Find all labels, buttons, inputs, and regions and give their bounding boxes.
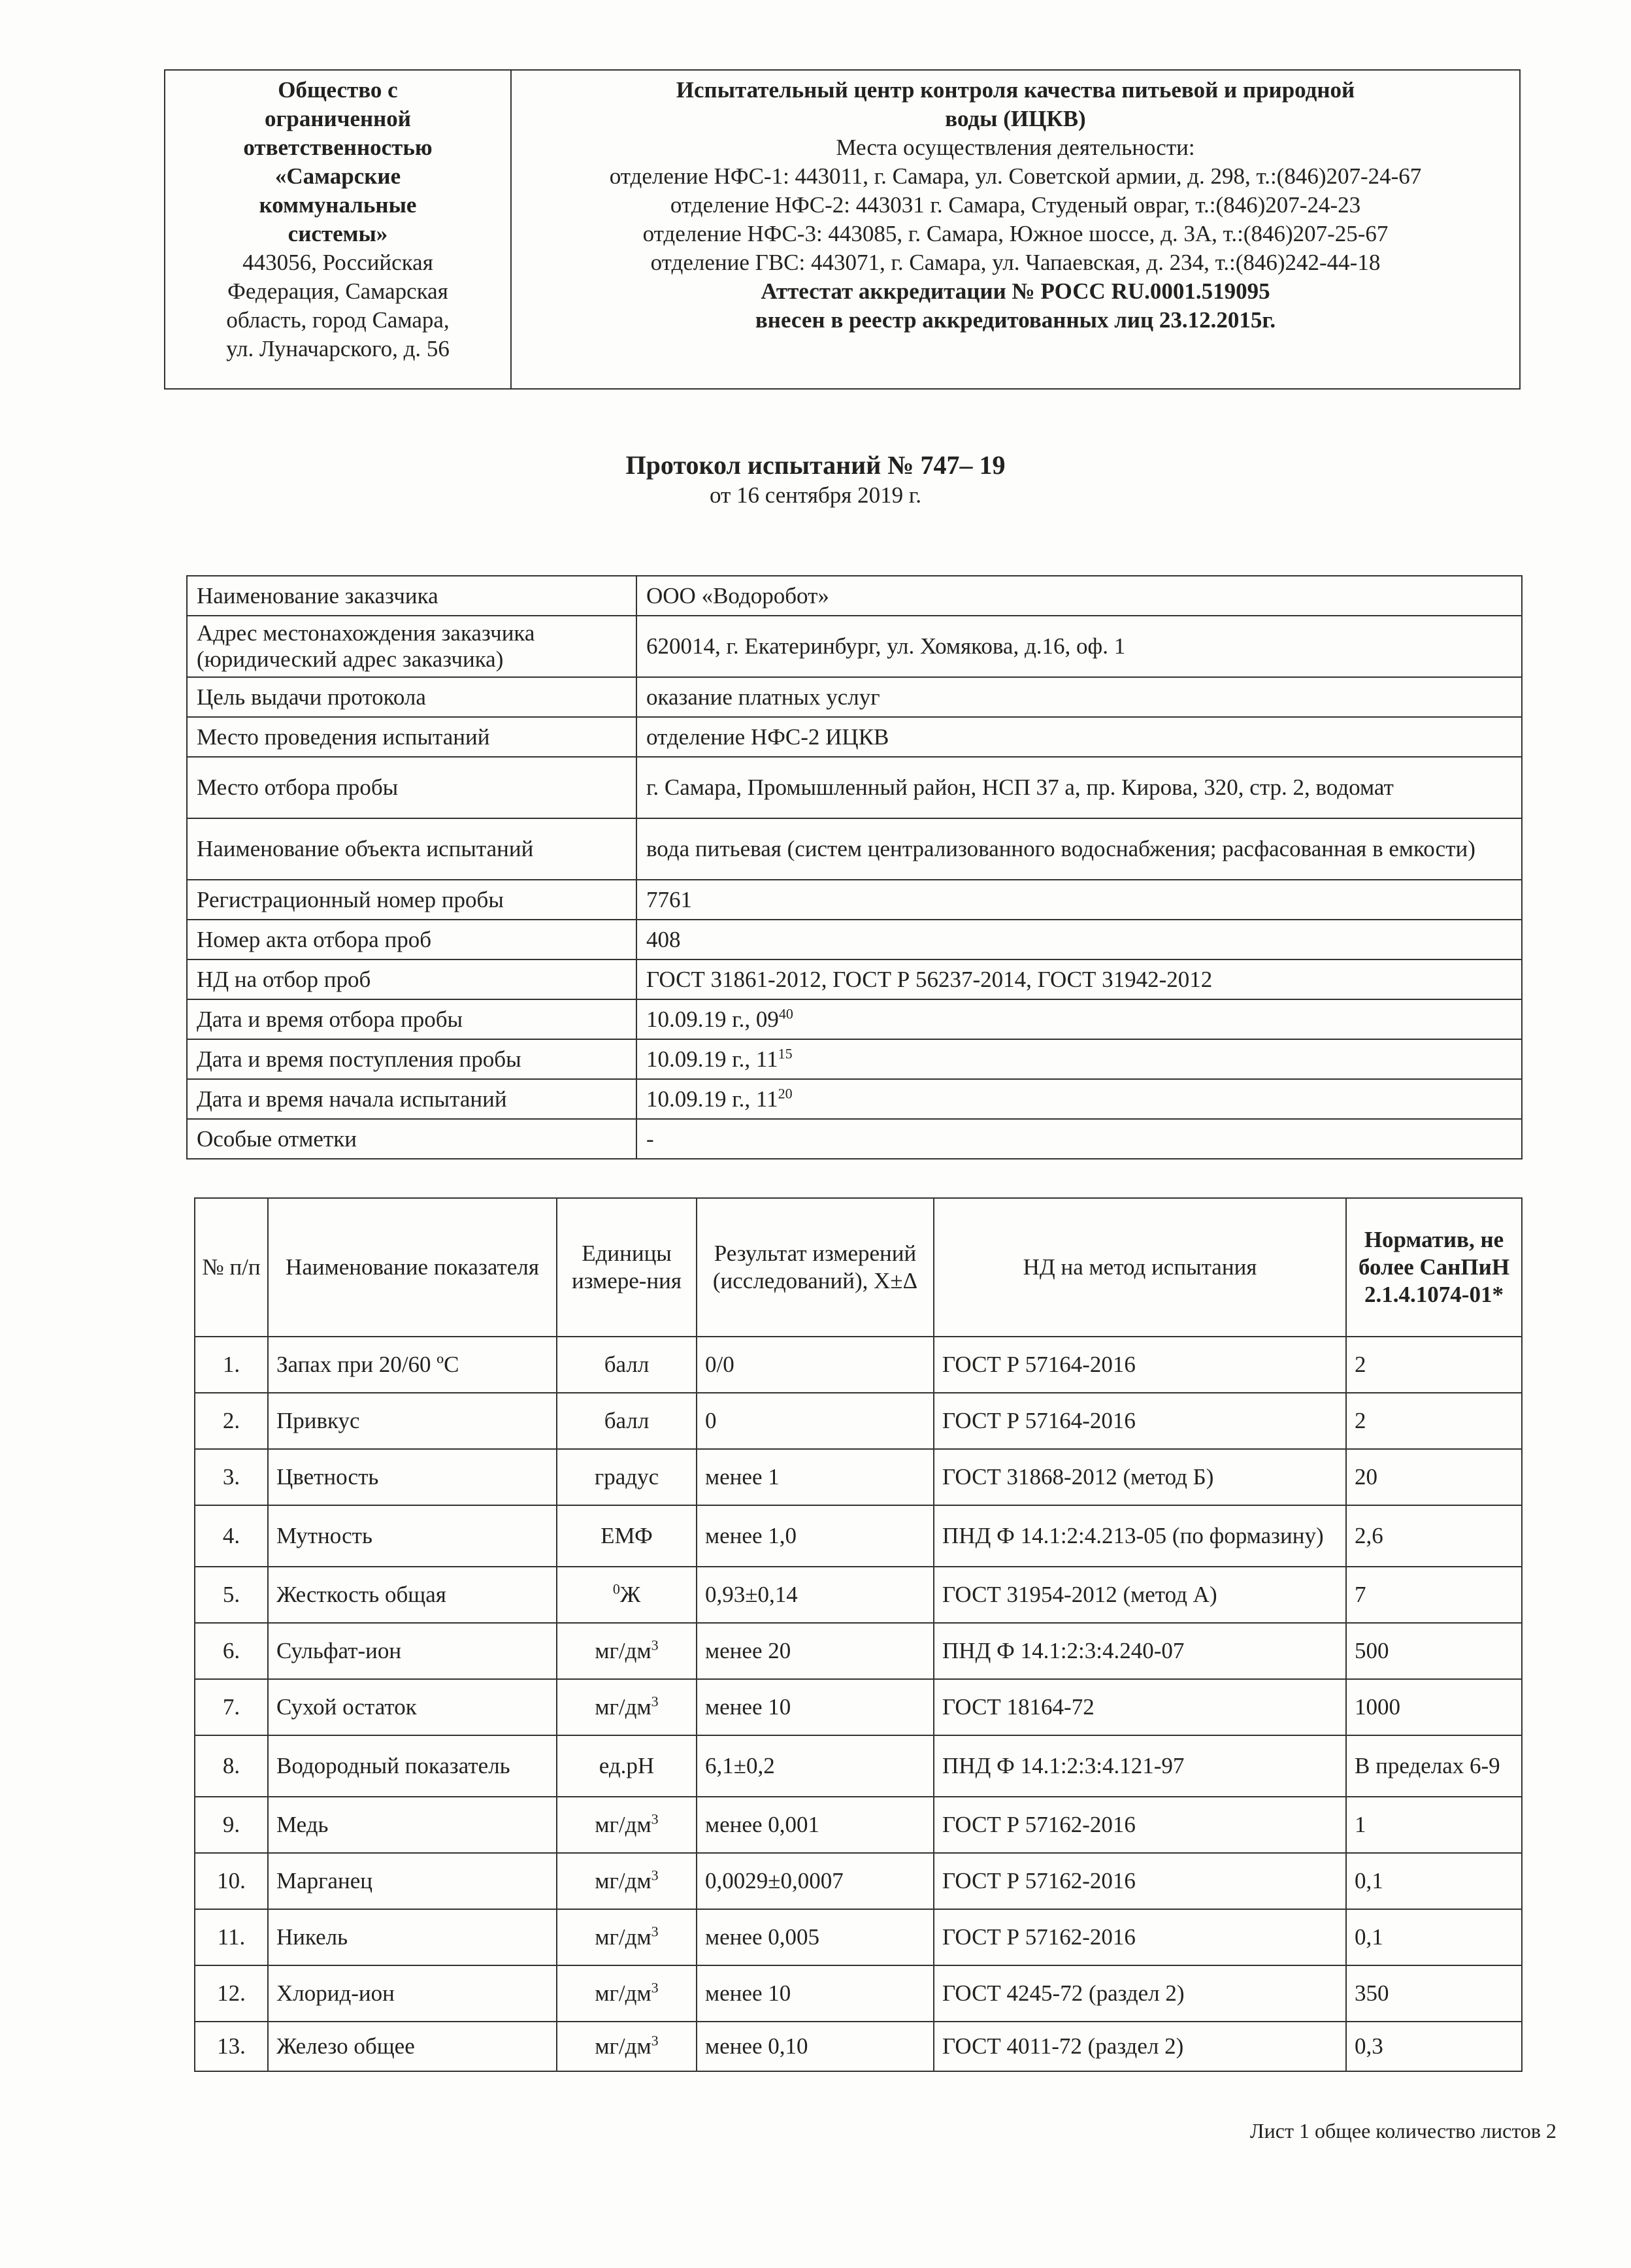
info-label: Место проведения испытаний (187, 717, 636, 757)
norm-value: 7 (1346, 1567, 1522, 1623)
indicator-name: Привкус (268, 1393, 557, 1449)
result-value: менее 0,001 (697, 1797, 934, 1853)
info-value (636, 576, 1522, 616)
department-line: отделение НФС-2: 443031 г. Самара, Студеный овраг, т.:(846)207-24-23 (670, 192, 1361, 218)
info-value-text: ГОСТ 31861-2012, ГОСТ Р 56237-2014, ГОСТ 31942-2012 (646, 966, 1213, 992)
time-minutes: 20 (778, 1084, 793, 1101)
result-row (195, 1337, 1522, 1393)
info-value-text: - (646, 1126, 654, 1152)
unit (557, 1567, 697, 1623)
norm-value: 1000 (1346, 1679, 1522, 1735)
result-value: менее 10 (697, 1965, 934, 2022)
unit-text: ед.pH (599, 1753, 655, 1778)
info-row (187, 880, 1522, 920)
result-row (195, 1797, 1522, 1853)
result-value: менее 20 (697, 1623, 934, 1679)
indicator-name: Жесткость общая (268, 1567, 557, 1623)
info-value-text: ООО «Водоробот» (646, 582, 829, 609)
row-num: 8. (195, 1735, 268, 1797)
test-method: ГОСТ Р 57162-2016 (934, 1909, 1346, 1965)
unit-text: мг/дм (595, 1638, 651, 1663)
norm-value: 1 (1346, 1797, 1522, 1853)
unit-text: мг/дм (595, 1980, 651, 2006)
activity-places-label: Места осуществления деятельности: (836, 135, 1195, 160)
result-row (195, 2022, 1522, 2071)
result-value: менее 0,005 (697, 1909, 934, 1965)
result-value: 0,93±0,14 (697, 1567, 934, 1623)
unit-text: Ж (619, 1582, 641, 1607)
info-row (187, 576, 1522, 616)
unit-text: градус (594, 1464, 659, 1490)
info-value (636, 999, 1522, 1039)
norm-value: 500 (1346, 1623, 1522, 1679)
row-num: 3. (195, 1449, 268, 1505)
unit-text: мг/дм (595, 1868, 651, 1893)
organization-name: Общество с ограниченной ответственностью «Самарские коммунальные системы» (243, 77, 433, 246)
indicator-name: Сухой остаток (268, 1679, 557, 1735)
unit-sup: 3 (651, 2032, 659, 2049)
result-row (195, 1679, 1522, 1735)
result-value: менее 10 (697, 1679, 934, 1735)
info-value-text: отделение НФС-2 ИЦКВ (646, 724, 889, 750)
info-row (187, 677, 1522, 717)
header-method: НД на метод испытания (934, 1198, 1346, 1337)
norm-value: 2 (1346, 1337, 1522, 1393)
info-value (636, 959, 1522, 999)
result-value: менее 1 (697, 1449, 934, 1505)
info-label: Дата и время поступления пробы (187, 1039, 636, 1079)
norm-value: 2 (1346, 1393, 1522, 1449)
row-num: 10. (195, 1853, 268, 1909)
info-value-text: вода питьевая (систем централизованного водоснабжения; расфасованная в емкости) (646, 836, 1475, 861)
norm-value: 2,6 (1346, 1505, 1522, 1567)
result-row (195, 1449, 1522, 1505)
test-method: ПНД Ф 14.1:2:4.213-05 (по формазину) (934, 1505, 1346, 1567)
info-value-text: оказание платных услуг (646, 684, 880, 710)
info-table (186, 575, 1523, 1159)
test-method: ГОСТ Р 57162-2016 (934, 1853, 1346, 1909)
info-label: НД на отбор проб (187, 959, 636, 999)
info-label: Наименование заказчика (187, 576, 636, 616)
test-method: ГОСТ Р 57164-2016 (934, 1337, 1346, 1393)
unit-text: балл (604, 1408, 650, 1433)
unit-text: мг/дм (595, 2033, 651, 2059)
indicator-name: Цветность (268, 1449, 557, 1505)
test-center-cell (511, 70, 1520, 389)
header-norm: Норматив, не более СанПиН 2.1.4.1074-01* (1346, 1198, 1522, 1337)
result-value: 0,0029±0,0007 (697, 1853, 934, 1909)
test-method: ПНД Ф 14.1:2:3:4.240-07 (934, 1623, 1346, 1679)
unit-sup: 3 (651, 1923, 659, 1940)
unit-sup: 3 (651, 1637, 659, 1654)
sheet-info: Лист 1 общее количество листов 2 (1249, 2119, 1557, 2143)
unit-text: мг/дм (595, 1694, 651, 1720)
info-label: Адрес местонахождения заказчика (юридический адрес заказчика) (187, 616, 636, 677)
header-table (164, 69, 1521, 390)
header-units: Единицы измере-ния (557, 1198, 697, 1337)
test-center-title: Испытательный центр контроля качества питьевой и природной воды (ИЦКВ) (676, 77, 1355, 131)
indicator-name: Никель (268, 1909, 557, 1965)
norm-value: 350 (1346, 1965, 1522, 2022)
info-value (636, 616, 1522, 677)
time-minutes: 15 (778, 1044, 793, 1061)
indicator-name: Мутность (268, 1505, 557, 1567)
result-row (195, 1505, 1522, 1567)
info-row (187, 757, 1522, 818)
department-line: отделение ГВС: 443071, г. Самара, ул. Чапаевская, д. 234, т.:(846)242-44-18 (650, 250, 1381, 275)
unit (557, 1505, 697, 1567)
info-row (187, 1079, 1522, 1119)
test-method: ГОСТ Р 57162-2016 (934, 1797, 1346, 1853)
result-value: 6,1±0,2 (697, 1735, 934, 1797)
indicator-name: Хлорид-ион (268, 1965, 557, 2022)
unit (557, 1797, 697, 1853)
department-line: отделение НФС-3: 443085, г. Самара, Южное шоссе, д. 3А, т.:(846)207-25-67 (642, 221, 1389, 246)
info-value-text: 10.09.19 г., 11 (646, 1046, 778, 1072)
info-value-text: 620014, г. Екатеринбург, ул. Хомякова, д.16, оф. 1 (646, 633, 1126, 659)
test-method: ГОСТ 4245-72 (раздел 2) (934, 1965, 1346, 2022)
indicator-name: Железо общее (268, 2022, 557, 2071)
organization-cell (165, 70, 511, 389)
norm-value: 0,1 (1346, 1909, 1522, 1965)
test-method: ГОСТ 4011-72 (раздел 2) (934, 2022, 1346, 2071)
info-label: Особые отметки (187, 1119, 636, 1159)
unit-text: балл (604, 1352, 650, 1377)
info-value (636, 677, 1522, 717)
unit (557, 1965, 697, 2022)
info-row (187, 1039, 1522, 1079)
unit-sup: 3 (651, 1979, 659, 1996)
info-label: Дата и время начала испытаний (187, 1079, 636, 1119)
info-row (187, 920, 1522, 959)
unit (557, 1449, 697, 1505)
info-row (187, 999, 1522, 1039)
unit (557, 1853, 697, 1909)
info-row (187, 616, 1522, 677)
indicator-name: Запах при 20/60 ºС (268, 1337, 557, 1393)
info-value (636, 717, 1522, 757)
result-row (195, 1623, 1522, 1679)
info-value-text: г. Самара, Промышленный район, НСП 37 а, пр. Кирова, 320, стр. 2, водомат (646, 775, 1394, 800)
indicator-name: Медь (268, 1797, 557, 1853)
organization-address: 443056, Российская Федерация, Самарская область, город Самара, ул. Луначарского, д. 56 (226, 250, 450, 361)
info-label: Регистрационный номер пробы (187, 880, 636, 920)
unit (557, 1679, 697, 1735)
norm-value: 0,3 (1346, 2022, 1522, 2071)
department-line: отделение НФС-1: 443011, г. Самара, ул. Советской армии, д. 298, т.:(846)207-24-67 (609, 163, 1422, 189)
info-value-text: 10.09.19 г., 09 (646, 1006, 779, 1032)
info-value (636, 757, 1522, 818)
info-label: Наименование объекта испытаний (187, 818, 636, 880)
info-value (636, 1039, 1522, 1079)
info-row (187, 1119, 1522, 1159)
row-num: 12. (195, 1965, 268, 2022)
row-num: 5. (195, 1567, 268, 1623)
result-row (195, 1393, 1522, 1449)
indicator-name: Марганец (268, 1853, 557, 1909)
row-num: 11. (195, 1909, 268, 1965)
result-row (195, 1735, 1522, 1797)
info-label: Номер акта отбора проб (187, 920, 636, 959)
result-value: 0 (697, 1393, 934, 1449)
result-row (195, 1909, 1522, 1965)
norm-value: 20 (1346, 1449, 1522, 1505)
info-value (636, 880, 1522, 920)
test-method: ГОСТ 31954-2012 (метод А) (934, 1567, 1346, 1623)
unit (557, 2022, 697, 2071)
info-value (636, 1079, 1522, 1119)
header-name: Наименование показателя (268, 1198, 557, 1337)
info-row (187, 959, 1522, 999)
unit (557, 1393, 697, 1449)
unit-text: мг/дм (595, 1924, 651, 1950)
header-result: Результат измерений (исследований), X±Δ (697, 1198, 934, 1337)
result-row (195, 1567, 1522, 1623)
info-value-text: 10.09.19 г., 11 (646, 1086, 778, 1112)
accreditation-info: Аттестат аккредитации № РОСС RU.0001.519095 внесен в реестр аккредитованных лиц 23.12.2015г. (755, 278, 1276, 333)
info-value-text: 408 (646, 926, 681, 952)
test-method: ГОСТ Р 57164-2016 (934, 1393, 1346, 1449)
test-method: ПНД Ф 14.1:2:3:4.121-97 (934, 1735, 1346, 1797)
norm-value: В пределах 6-9 (1346, 1735, 1522, 1797)
indicator-name: Водородный показатель (268, 1735, 557, 1797)
unit (557, 1623, 697, 1679)
info-value (636, 818, 1522, 880)
row-num: 4. (195, 1505, 268, 1567)
result-row (195, 1965, 1522, 2022)
row-num: 6. (195, 1623, 268, 1679)
info-value-text: 7761 (646, 886, 692, 912)
unit (557, 1337, 697, 1393)
info-label: Место отбора пробы (187, 757, 636, 818)
unit (557, 1909, 697, 1965)
header-num: № п/п (195, 1198, 268, 1337)
unit-pre-sup: 0 (612, 1580, 620, 1597)
unit (557, 1735, 697, 1797)
info-value (636, 920, 1522, 959)
info-value (636, 1119, 1522, 1159)
row-num: 7. (195, 1679, 268, 1735)
indicator-name: Сульфат-ион (268, 1623, 557, 1679)
info-row (187, 717, 1522, 757)
row-num: 9. (195, 1797, 268, 1853)
info-row (187, 818, 1522, 880)
time-minutes: 40 (778, 1005, 793, 1022)
result-value: менее 0,10 (697, 2022, 934, 2071)
info-label: Дата и время отбора пробы (187, 999, 636, 1039)
row-num: 13. (195, 2022, 268, 2071)
unit-sup: 3 (651, 1810, 659, 1827)
test-method: ГОСТ 31868-2012 (метод Б) (934, 1449, 1346, 1505)
test-method: ГОСТ 18164-72 (934, 1679, 1346, 1735)
protocol-title: Протокол испытаний № 747– 19 (625, 450, 1006, 480)
protocol-date: от 16 сентября 2019 г. (709, 482, 922, 508)
unit-text: ЕМФ (601, 1523, 653, 1548)
info-label: Цель выдачи протокола (187, 677, 636, 717)
unit-text: мг/дм (595, 1812, 651, 1837)
row-num: 1. (195, 1337, 268, 1393)
results-table (194, 1197, 1523, 2072)
result-value: 0/0 (697, 1337, 934, 1393)
norm-value: 0,1 (1346, 1853, 1522, 1909)
result-value: менее 1,0 (697, 1505, 934, 1567)
unit-sup: 3 (651, 1867, 659, 1884)
result-row (195, 1853, 1522, 1909)
row-num: 2. (195, 1393, 268, 1449)
unit-sup: 3 (651, 1693, 659, 1710)
